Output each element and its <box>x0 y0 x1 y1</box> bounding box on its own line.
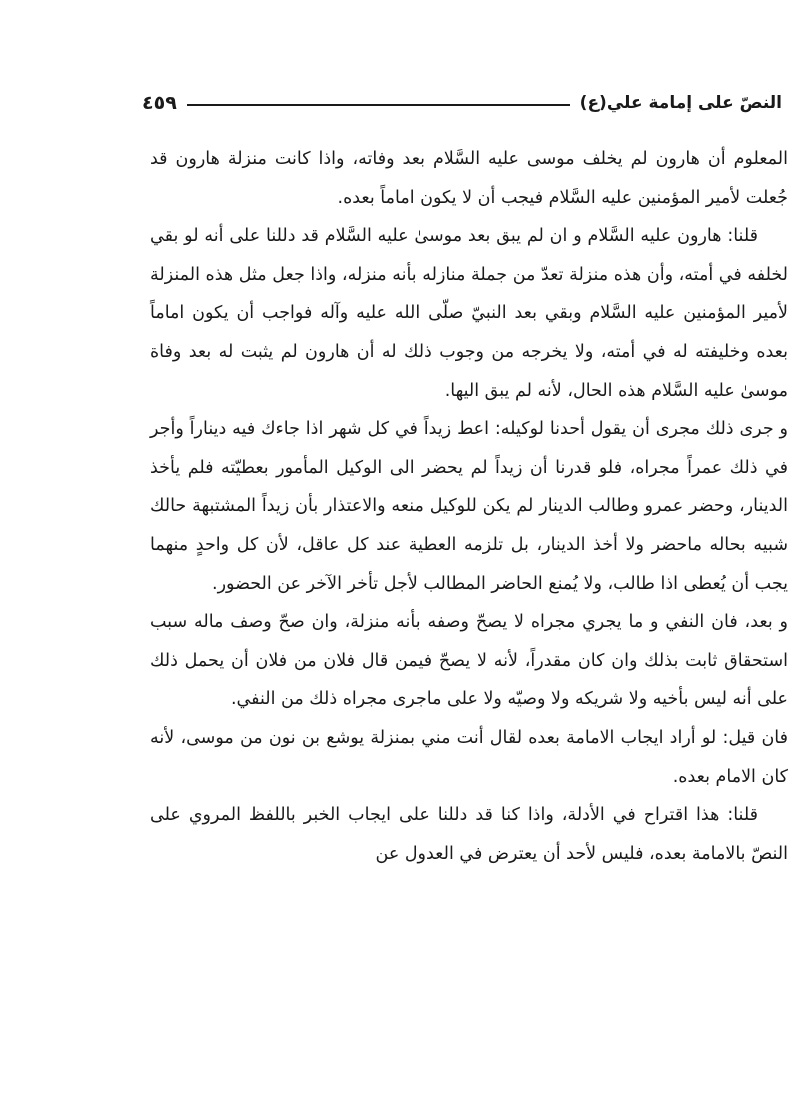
running-head-title: النصّ على إمامة علي(ع) <box>579 93 782 113</box>
paragraph: قلنا: هذا اقتراح في الأدلة، واذا كنا قد دللنا على ايجاب الخبر باللفظ المروي على النصّ بالامامة بعده، فليس لأحد أن يعترض في العدول عن <box>150 805 788 864</box>
paragraph: و بعد، فان النفي و ما يجري مجراه لا يصحّ وصفه بأنه منزلة، وان صحّ وصف ماله سبب استحقاق ثابت بذلك وان كان مقدراً، لأنه لا يصحّ فيمن قال فلان من فلان أن يحمل ذلك على أنه ليس بأخيه ولا شريكه ولا وصيّه ولا على ماجرى مجراه ذلك من النفي. <box>150 612 788 710</box>
paragraph: و جرى ذلك مجرى أن يقول أحدنا لوكيله: اعط زيداً في كل شهر اذا جاءك فيه ديناراً وأجر في ذلك عمراً مجراه، فلو قدرنا أن زيداً لم يحضر الى الوكيل المأمور بعطيّته فلم يأخذ الدينار، وحضر عمرو وطالب الدينار لم يكن للوكيل منعه والاعتذار بأن زيداً المشتبهة حالك شبيه بحاله ماحضر ولا أخذ الدينار، بل تلزمه العطية عند كل عاقل، لأن كل واحدٍ منهما يجب أن يُعطى اذا طالب، ولا يُمنع الحاضر المطالب لأجل تأخر الآخر عن الحضور. <box>150 419 788 594</box>
page-number: ٤٥٩ <box>142 92 177 114</box>
paragraph: المعلوم أن هارون لم يخلف موسى عليه السَّلام بعد وفاته، واذا كانت منزلة هارون قد جُعلت لأمير المؤمنين عليه السَّلام فيجب أن لا يكون اماماً بعده. <box>150 149 788 208</box>
paragraph: قلنا: هارون عليه السَّلام و ان لم يبق بعد موسىٰ عليه السَّلام قد دللنا على أنه لو بقي لخلفه في أمته، وأن هذه منزلة تعدّ من جملة منازله بأنه منزله، واذا جعل مثل هذه المنزلة لأمير المؤمنين عليه السَّلام وبقي بعد النبيّ صلّى الله عليه وآله فواجب أن يكون اماماً بعده وخليفته له في أمته، ولا يخرجه من وجوب ذلك له أن هارون لم يثبت له بعد وفاة موسىٰ عليه السَّلام هذه الحال، لأنه لم يبق اليها. <box>150 226 788 401</box>
page-header <box>142 86 782 120</box>
header-rule <box>187 104 570 106</box>
paragraph: فان قيل: لو أراد ايجاب الامامة بعده لقال أنت مني بمنزلة يوشع بن نون من موسى، لأنه كان الامام بعده. <box>150 727 788 787</box>
body-text <box>150 140 788 873</box>
